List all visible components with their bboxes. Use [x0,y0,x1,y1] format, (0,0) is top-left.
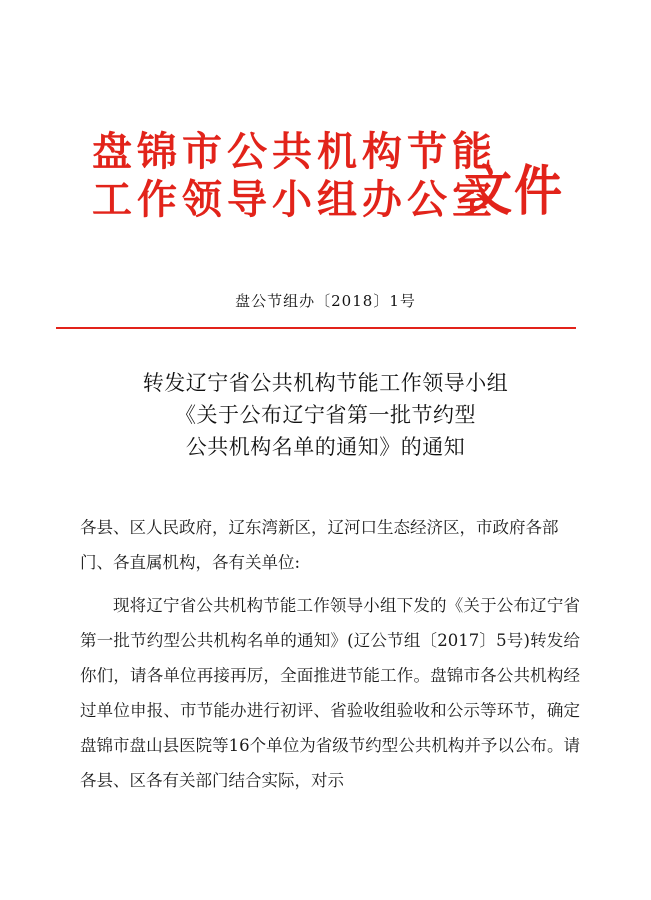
document-body [80,510,580,798]
org-line-1: 盘锦市公共机构节能 [92,129,497,175]
red-header [92,128,565,228]
title-line-1: 转发辽宁省公共机构节能工作领导小组 [142,371,509,395]
org-line-2: 工作领导小组办公室 [92,177,497,223]
body-paragraph: 现将辽宁省公共机构节能工作领导小组下发的《关于公布辽宁省第一批节约型公共机构名单的通知》(辽公节组〔2017〕5号)转发给你们，请各单位再接再厉，全面推进节能工作。盘锦市各公共机构经过单位申报、市节能办进行初评、省验收组验收和公示等环节，确定盘锦市盘山县医院等16个单位为省级节约型公共机构并予以公布。请各县、区各有关部门结合实际，对示 [80,596,580,790]
issuing-organization [92,128,497,224]
salutation: 各县、区人民政府，辽东湾新区，辽河口生态经济区，市政府各部门、各直属机构，各有关单位: [80,518,559,572]
document-word: 文件 [464,160,565,224]
document-number: 盘公节组办〔2018〕1号 [235,292,416,310]
document-title [0,367,651,463]
red-divider-line [56,327,576,329]
title-line-2: 《关于公布辽宁省第一批节约型 [175,403,476,427]
title-line-3: 公共机构名单的通知》的通知 [185,435,466,459]
